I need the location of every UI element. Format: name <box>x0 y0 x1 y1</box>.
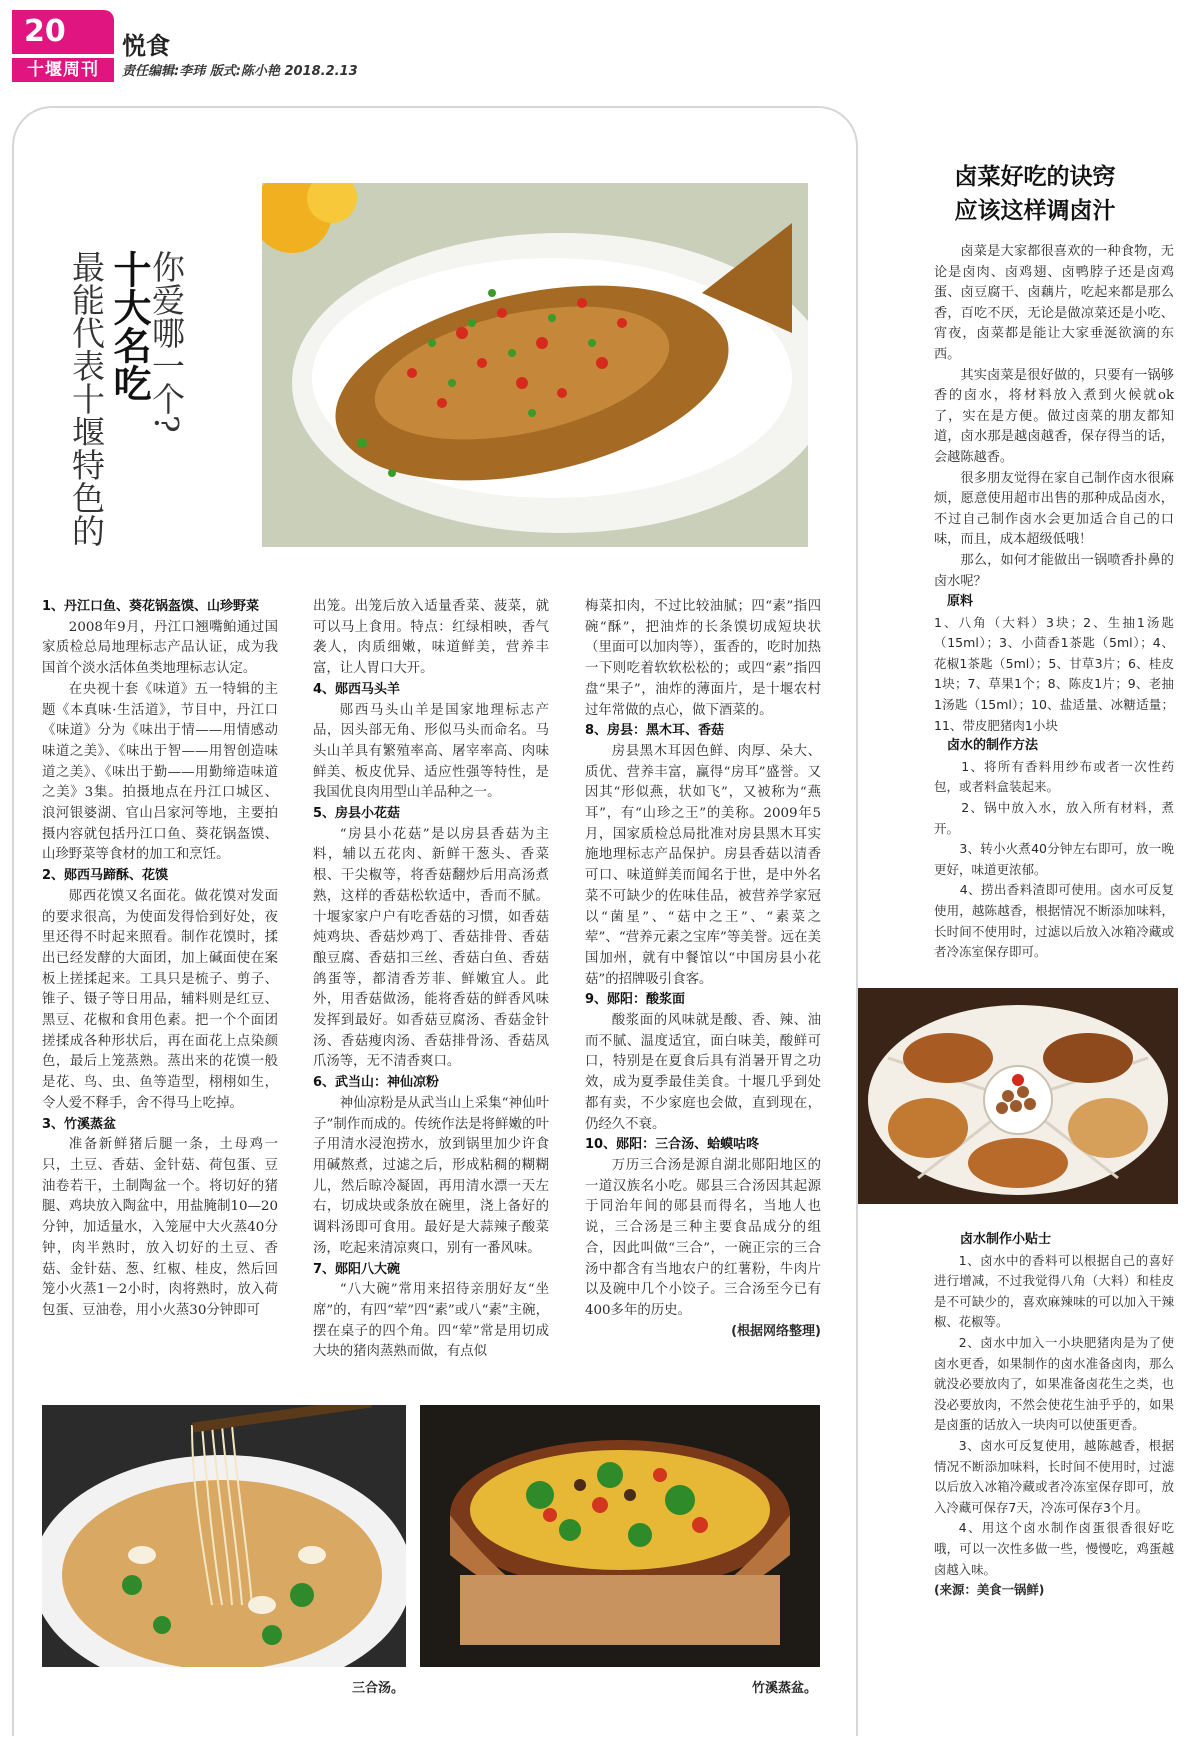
page-number-block <box>12 10 114 78</box>
article-subheading: 卤水的制作方法 <box>947 738 1039 754</box>
feature-title-line3: 最能代表十堰特色的 <box>67 250 106 547</box>
article-source: (根据网络整理) <box>731 1323 821 1339</box>
recipe-paragraph: 1、八角（大料）3块；2、生抽1汤匙（15ml）；3、小茴香1茶匙（5ml）；4、花椒1茶匙（5ml）；5、甘草3片；6、桂皮1块；7、草果1个；8、陈皮1片；9、老抽1汤匙（15ml）；10、盐适量、冰糖适量；11、带皮肥猪肉1小块 <box>934 614 1174 733</box>
recipe-paragraph: 4、捞出香料渣即可使用。卤水可反复使用，越陈越香，根据情况不断添加味料，长时间不使用时，过滤以后放入冰箱冷藏或者冷冻室保存即可。 <box>934 882 1174 960</box>
tips-title: 卤水制作小贴士 <box>960 1232 1052 1247</box>
article-paragraph: 神仙凉粉是从武当山上采集“神仙叶子”制作而成的。传统作法是将鲜嫩的叶子用清水浸泡捞水，放到锅里加少许食用碱熬煮，过滤之后，形成粘稠的糊糊儿，然后晾冷凝固，再用清水漂一天左右，切成块或条放在碗里，浇上备好的调料汤即可食用。最好是大蒜辣子酸菜汤，吃起来清凉爽口，别有一番风味。 <box>313 1095 549 1256</box>
article-column-1 <box>42 597 278 1322</box>
section-name: 悦食 <box>122 31 170 60</box>
tip-item: 1、卤水中的香料可以根据自己的喜好进行增减，不过我觉得八角（大料）和桂皮是不可缺少的，喜欢麻辣味的可以加入干辣椒、花椒等。 <box>934 1252 1174 1330</box>
article-paragraph: “八大碗”常用来招待亲朋好友“坐席”的，有四“荤”四“素”或八“素”主碗，摆在桌子的四个角。四“荤”常是用切成大块的猪肉蒸熟而做，有点似 <box>313 1282 549 1360</box>
article-paragraph: 梅菜扣肉，不过比较油腻；四“素”指四碗“酥”，把油炸的长条馍切成短块状（里面可以加肉等），蛋香的，吃时加热一下则吃着软软松松的；或四“素”指四盘“果子”，油炸的薄面片，是十堰农村过年常做的点心，做下酒菜的。 <box>585 599 821 718</box>
article-subheading: 10、郧阳：三合汤、蛤蟆咕咚 <box>585 1137 760 1153</box>
article-paragraph: 出笼。出笼后放入适量香菜、菠菜，就可以马上食用。特点：红绿相映，香气袭人，肉质细嫩，味道鲜美，营养丰富，让人胃口大开。 <box>313 599 549 677</box>
article-paragraph: 其实卤菜是很好做的，只要有一锅够香的卤水，将材料放入煮到火候就ok了，实在是方便。做过卤菜的朋友都知道，卤水那是越卤越香，保存得当的话，会越陈越香。 <box>934 367 1174 465</box>
article-subheading: 9、郧阳：酸浆面 <box>585 992 686 1008</box>
tip-item: 4、用这个卤水制作卤蛋很香很好吃哦，可以一次性多做一些，慢慢吃，鸡蛋越卤越入味。 <box>934 1520 1174 1577</box>
zhuxi-steamed-pot-photo <box>420 1405 820 1667</box>
article-paragraph: 很多朋友觉得在家自己制作卤水很麻烦，愿意使用超市出售的那种成品卤水，不过自己制作卤水会更加适合自己的口味，而且，成本超级低哦！ <box>934 470 1174 548</box>
sidebar-title-line1: 卤菜好吃的诀窍 <box>954 163 1116 190</box>
article-paragraph: 酸浆面的风味就是酸、香、辣、油而不腻、温度适宜，面白味美，酸鲜可口，特别是在夏食后具有消暑开胃之功效，成为夏季最佳美食。十堰几乎到处都有卖，不少家庭也会做，直到现在，仍经久不衰。 <box>585 1013 821 1132</box>
bowl-caption: 竹溪蒸盆。 <box>752 1681 818 1696</box>
editor-credits: 责任编辑:李玮 版式:陈小艳 2018.2.13 <box>122 64 358 79</box>
brand-logo: 十堰周刊 <box>12 58 114 82</box>
article-paragraph: 卤菜是大家都很喜欢的一种食物，无论是卤肉、卤鸡翅、卤鸭脖子还是卤鸡蛋、卤豆腐干、卤藕片，吃起来都是那么香，百吃不厌，无论是做凉菜还是小吃、宵夜，卤菜都是能让大家垂涎欲滴的东西。 <box>934 244 1174 362</box>
feature-title-line1: 你爱哪一个? <box>147 250 186 433</box>
article-paragraph: 在央视十套《味道》五一特辑的主题《本真味·生活道》，节目中，丹江口《味道》分为《味出于情——用情感动味道之美》、《味出于智——用智创造味道之美》、《味出于勤——用勤缔造味道之美》3集。拍摄地点在丹江口城区、浪河银婆湖、官山吕家河等地，主要拍摄内容就包括丹江口鱼、葵花锅盔馍、山珍野菜等食材的加工和烹饪。 <box>42 681 278 863</box>
tip-item: 3、卤水可反复使用，越陈越香，根据情况不断添加味料，长时间不使用时，过滤以后放入冰箱冷藏或者冷冻室保存即可，放入冷藏可保存7天，冷冻可保存3个月。 <box>934 1437 1174 1515</box>
tip-item: 2、卤水中加入一小块肥猪肉是为了使卤水更香，如果制作的卤水准备卤肉，那么就没必要放肉了，如果准备卤花生之类，也没必要放肉，不然会使花生油乎乎的，如果是卤蛋的话放入一块肉可以使蛋更香。 <box>934 1334 1174 1433</box>
article-paragraph: “房县小花菇”是以房县香菇为主料，辅以五花肉、新鲜干葱头、香菜根、干尖椒等，将香菇翻炒后用高汤煮熟，这样的香菇松软适中，香而不腻。十堰家家户户有吃香菇的习惯，如香菇炖鸡块、香菇炒鸡丁、香菇排骨、香菇酿豆腐、香菇扣三丝、香菇白鱼、香菇鸽蛋等，都清香芳菲、鲜嫩宜人。此外，用香菇做汤，能将香菇的鲜香风味发挥到最好。如香菇豆腐汤、香菇金针汤、香菇瘦肉汤、香菇排骨汤、香菇凤爪汤等，无不清香爽口。 <box>313 826 549 1070</box>
sidebar-title <box>900 160 1170 228</box>
sidebar-title-line2: 应该这样调卤汁 <box>954 197 1116 224</box>
article-paragraph: 那么，如何才能做出一锅喷香扑鼻的卤水呢？ <box>934 552 1174 589</box>
article-paragraph: 房县黑木耳因色鲜、肉厚、朵大、质优、营养丰富，赢得“房耳”盛誉。又因其“形似燕，状如飞”，又被称为“燕耳”，有“山珍之王”的美称。2009年5月，国家质检总局批准对房县黑木耳实施地理标志产品保护。房县香菇以清香可口、味道鲜美而闻名于世，是中外名菜不可缺少的佐味佳品，被营养学家冠以“菌星”、“菇中之王”、“素菜之荤”、“营养元素之宝库”等美誉。远在美国加州，就有中餐馆以“中国房县小花菇”的招牌吸引食客。 <box>585 743 821 987</box>
sidebar-intro <box>934 242 1174 963</box>
article-subheading: 3、竹溪蒸盆 <box>42 1116 117 1132</box>
fish-dish-photo <box>262 183 808 547</box>
article-subheading: 2、郧西马蹄酥、花馍 <box>42 868 169 884</box>
article-subheading: 1、丹江口鱼、葵花锅盔馍、山珍野菜 <box>42 599 260 614</box>
article-paragraph: 准备新鲜猪后腿一条，土母鸡一只，土豆、香菇、金针菇、荷包蛋、豆油卷若干，土制陶盆一个。将切好的猪腿、鸡块放入陶盆中，用盐腌制10—20分钟，加适量水，入笼屉中大火蒸40分钟，肉半熟时，放入切好的土豆、香菇、金针菇、葱、红椒、桂皮，然后回笼小火蒸1－2小时，肉将熟时，放入荷包蛋、豆油卷，用小火蒸30分钟即可 <box>42 1137 278 1318</box>
sanhe-soup-photo <box>42 1405 406 1667</box>
tips-source: (来源：美食一锅鲜) <box>934 1582 1045 1598</box>
article-column-2 <box>313 597 549 1363</box>
braised-platter-photo <box>858 988 1178 1204</box>
article-subheading: 原料 <box>947 594 974 610</box>
soup-caption: 三合汤。 <box>352 1681 405 1696</box>
article-subheading: 7、郧阳八大碗 <box>313 1261 401 1277</box>
tips-panel <box>934 1230 1174 1601</box>
article-paragraph: 万历三合汤是源自湖北郧阳地区的一道汉族名小吃。郧县三合汤因其起源于同治年间的郧县而得名，当地人也说，三合汤是三种主要食品成分的组合，因此叫做“三合”，一碗正宗的三合汤中都含有当地农户的红薯粉，牛肉片以及碗中几个小饺子。三合汤至今已有400多年的历史。 <box>585 1157 821 1318</box>
feature-title-line2: 十大名吃 <box>107 250 152 402</box>
article-subheading: 4、郧西马头羊 <box>313 681 401 697</box>
recipe-paragraph: 3、转小火煮40分钟左右即可，放一晚更好，味道更浓郁。 <box>934 841 1174 877</box>
article-subheading: 8、房县：黑木耳、香菇 <box>585 723 725 739</box>
article-paragraph: 郧西花馍又名面花。做花馍对发面的要求很高，为使面发得恰到好处，夜里还得不时起来照看。制作花馍时，揉出已经发酵的大面团，加上碱面使在案板上搓揉起来。工具只是梳子、剪子、锥子、镊子等日用品，辅料则是红豆、黑豆、花椒和食用色素。把一个个面团搓揉成各种形状后，再在面花上点染颜色，最后上笼蒸熟。蒸出来的花馍一般是花、鸟、虫、鱼等造型，栩栩如生，令人爱不释手，舍不得马上吃掉。 <box>42 888 278 1111</box>
recipe-paragraph: 1、将所有香料用纱布或者一次性药包，或者料盒装起来。 <box>934 758 1174 795</box>
article-subheading: 6、武当山：神仙凉粉 <box>313 1075 440 1091</box>
recipe-paragraph: 2、锅中放入水，放入所有材料，煮开。 <box>934 800 1174 836</box>
article-column-3 <box>585 597 821 1342</box>
page-number: 20 <box>12 10 114 54</box>
article-paragraph: 郧西马头山羊是国家地理标志产品，因头部无角、形似马头而命名。马头山羊具有繁殖率高、屠宰率高、肉味鲜美、板皮优异、适应性强等特性，是我国优良肉用型山羊品种之一。 <box>313 702 549 801</box>
article-subheading: 5、房县小花菇 <box>313 806 401 822</box>
article-paragraph: 2008年9月，丹江口翘嘴鲌通过国家质检总局地理标志产品认证，成为我国首个淡水活体鱼类地理标志认定。 <box>42 619 278 677</box>
